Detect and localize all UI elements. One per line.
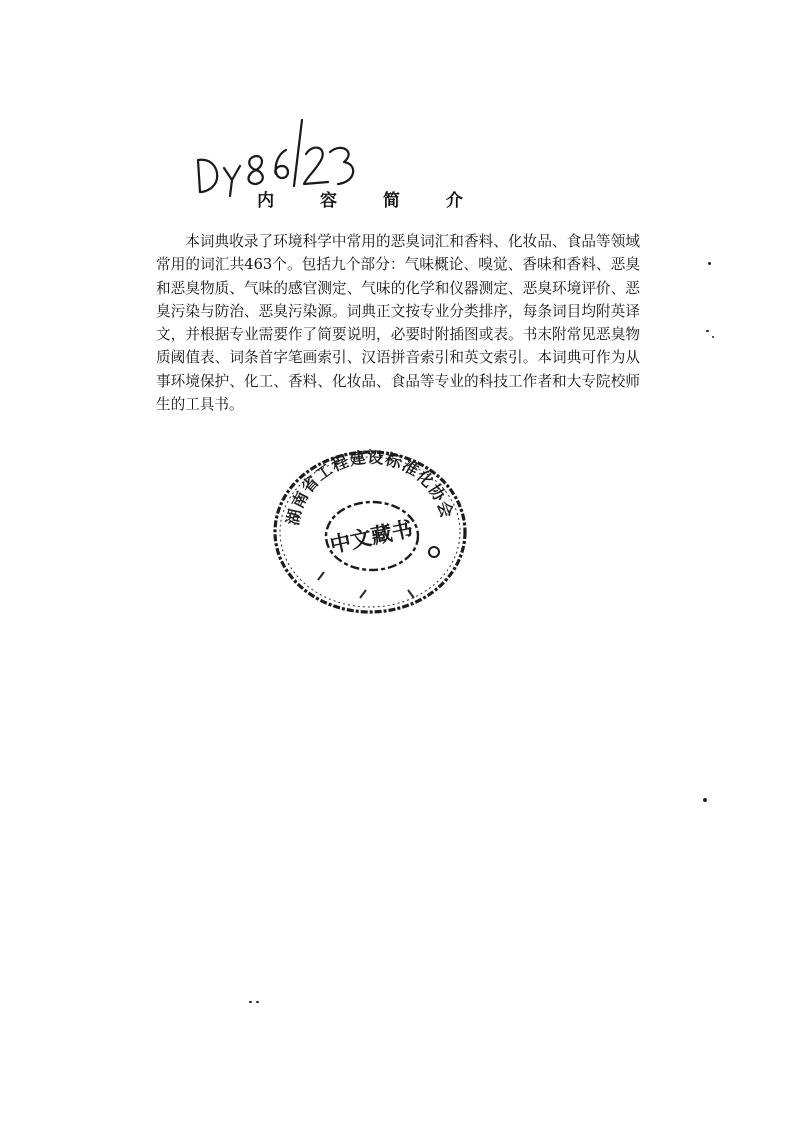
scan-speck [249, 1001, 252, 1003]
library-stamp [268, 440, 473, 615]
scan-speck [708, 262, 711, 265]
scan-speck [706, 330, 709, 332]
page-heading: 内 容 简 介 [257, 191, 483, 211]
stamp-center-text: 中文藏书 [327, 515, 415, 558]
scan-speck [256, 1001, 259, 1003]
scan-speck [703, 798, 707, 802]
stamp-ring-text: 湖南省工程建设标准化协会 [282, 447, 457, 527]
scan-speck [712, 336, 714, 338]
introduction-paragraph: 本词典收录了环境科学中常用的恶臭词汇和香料、化妆品、食品等领域常用的词汇共463个。包括九个部分：气味概论、嗅觉、香味和香料、恶臭和恶臭物质、气味的感官测定、气味的化学和仪器测定、恶臭环境评价、恶臭污染与防治、恶臭污染源。词典正文按专业分类排序，每条词目均附英译文，并根据专业需要作了简要说明，必要时附插图或表。书末附常见恶臭物质阈值表、词条首字笔画索引、汉语拼音索引和英文索引。本词典可作为从事环境保护、化工、香料、化妆品、食品等专业的科技工作者和大专院校师生的工具书。 [156, 233, 640, 414]
